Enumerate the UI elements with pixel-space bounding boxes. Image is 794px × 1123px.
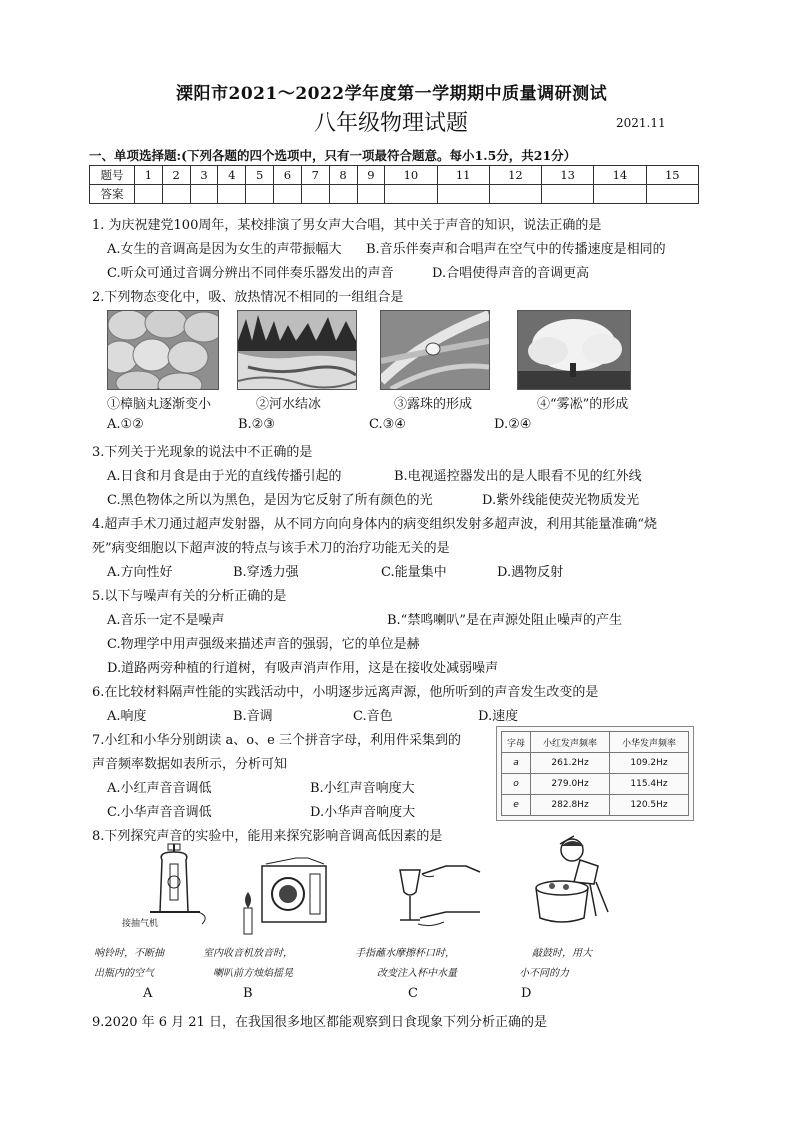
- q6-option-b: B.音调: [233, 709, 273, 724]
- q2-option-d: D.②④: [494, 417, 532, 432]
- question-number-cell: 10: [385, 166, 437, 185]
- answer-cell[interactable]: [190, 185, 218, 204]
- section-heading: 一、单项选择题:(下列各题的四个选项中，只有一项最符合题意。每小1.5分，共21分）: [89, 148, 577, 163]
- q8-caption-a-line2: 出瓶内的空气: [94, 968, 154, 979]
- q3-option-b: B.电视遥控器发出的是人眼看不见的红外线: [394, 469, 642, 484]
- q4-stem-line1: 4.超声手术刀通过超声发射器，从不同方向向身体内的病变组织发射多超声波，利用其能量准确“烧: [92, 517, 658, 532]
- q2-option-b: B.②③: [238, 417, 275, 432]
- exam-date: 2021.11: [616, 116, 666, 130]
- q6-option-c: C.音色: [353, 709, 393, 724]
- question-number-cell: 3: [190, 166, 218, 185]
- answer-cell[interactable]: [646, 185, 698, 204]
- answer-cell[interactable]: [385, 185, 437, 204]
- q1-option-d: D.合唱使得声音的音调更高: [432, 266, 590, 281]
- table-row: [502, 795, 689, 816]
- q7-stem-line1: 7.小红和小华分别朗读 a、o、e 三个拼音字母，利用件采集到的: [92, 733, 461, 748]
- answer-cell[interactable]: [218, 185, 246, 204]
- answer-cell[interactable]: [489, 185, 541, 204]
- table-cell: 279.0Hz: [531, 774, 610, 795]
- q8-caption-d-line2: 小不同的力: [519, 968, 569, 979]
- q2-caption-1: ①樟脑丸逐渐变小: [107, 397, 212, 412]
- table-cell: 109.2Hz: [610, 753, 689, 774]
- answer-cell[interactable]: [301, 185, 329, 204]
- exam-subtitle: 八年级物理试题: [314, 111, 469, 136]
- question-number-cell: 9: [357, 166, 385, 185]
- answer-table-answer-row: [90, 185, 699, 204]
- wine-glass-illustration: [386, 848, 482, 936]
- q8-caption-b-line2: 喇叭前方烛焰摇晃: [213, 968, 293, 979]
- q8-letter-b: B: [243, 986, 253, 1001]
- pump-label: 接抽气机: [122, 919, 159, 929]
- q8-letter-d: D: [521, 986, 532, 1001]
- q1-option-a: A.女生的音调高是因为女生的声带振幅大: [107, 242, 342, 257]
- q3-option-a: A.日食和月食是由于光的直线传播引起的: [107, 469, 342, 484]
- q7-option-c: C.小华声音音调低: [107, 805, 212, 820]
- q8-caption-b-line1: 室内收音机放音时，: [203, 948, 293, 959]
- mothball-photo: [107, 310, 219, 390]
- answer-cell[interactable]: [437, 185, 489, 204]
- q2-caption-3: ③露珠的形成: [394, 397, 473, 412]
- question-number-cell: 8: [329, 166, 357, 185]
- q8-caption-c-line1: 手指蘸水摩擦杯口时，: [355, 948, 455, 959]
- q9-stem: 9.2020 年 6 月 21 日，在我国很多地区都能观察到日食现象下列分析正确的是: [92, 1015, 547, 1030]
- answer-table: [89, 165, 699, 204]
- q7-option-d: D.小华声音响度大: [310, 805, 416, 820]
- exam-title: 溧阳市2021～2022学年度第一学期期中质量调研测试: [176, 84, 608, 104]
- q4-option-c: C.能量集中: [381, 565, 447, 580]
- q3-option-c: C.黑色物体之所以为黑色，是因为它反射了所有颜色的光: [107, 493, 433, 508]
- answer-cell[interactable]: [594, 185, 646, 204]
- question-number-cell: 6: [274, 166, 302, 185]
- table-cell: 120.5Hz: [610, 795, 689, 816]
- question-number-cell: 12: [489, 166, 541, 185]
- question-number-cell: 13: [542, 166, 594, 185]
- q8-letter-a: A: [143, 986, 153, 1001]
- q8-stem: 8.下列探究声音的实验中，能用来探究影响音调高低因素的是: [92, 829, 443, 844]
- column-header: 字母: [502, 732, 531, 753]
- row-label-number: 题号: [90, 166, 135, 185]
- q5-option-b: B.“禁鸣喇叭”是在声源处阻止噪声的产生: [387, 613, 622, 628]
- rime-tree-photo: [517, 310, 631, 390]
- q8-caption-a-line1: 响铃时，不断抽: [94, 948, 164, 959]
- q6-option-a: A.响度: [107, 709, 147, 724]
- q2-option-c: C.③④: [369, 417, 406, 432]
- table-cell: 261.2Hz: [531, 753, 610, 774]
- q2-option-a: A.①②: [107, 417, 144, 432]
- q6-option-d: D.速度: [478, 709, 519, 724]
- answer-cell[interactable]: [329, 185, 357, 204]
- table-row: [502, 753, 689, 774]
- answer-cell[interactable]: [162, 185, 190, 204]
- question-number-cell: 1: [135, 166, 163, 185]
- column-header: 小红发声频率: [531, 732, 610, 753]
- q5-option-a: A.音乐一定不是噪声: [107, 613, 225, 628]
- table-cell: o: [502, 774, 531, 795]
- q5-option-d: D.道路两旁种植的行道树，有吸声消声作用，这是在接收处减弱噪声: [107, 661, 499, 676]
- question-number-cell: 7: [301, 166, 329, 185]
- q8-letter-c: C: [408, 986, 418, 1001]
- q5-stem: 5.以下与噪声有关的分析正确的是: [92, 589, 287, 604]
- q7-option-a: A.小红声音音调低: [107, 781, 212, 796]
- q1-stem: 1. 为庆祝建党100周年，某校排演了男女声大合唱，其中关于声音的知识，说法正确的是: [92, 218, 602, 233]
- frozen-river-photo: [237, 310, 357, 390]
- q5-option-c: C.物理学中用声强级来描述声音的强弱，它的单位是赫: [107, 637, 420, 652]
- q4-option-b: B.穿透力强: [233, 565, 299, 580]
- question-number-cell: 5: [246, 166, 274, 185]
- question-number-cell: 4: [218, 166, 246, 185]
- table-cell: 115.4Hz: [610, 774, 689, 795]
- question-number-cell: 14: [594, 166, 646, 185]
- q3-stem: 3.下列关于光现象的说法中不正确的是: [92, 445, 313, 460]
- q8-caption-c-line2: 改变注入杯中水量: [377, 968, 457, 979]
- question-number-cell: 11: [437, 166, 489, 185]
- question-number-cell: 2: [162, 166, 190, 185]
- q2-caption-2: ②河水结冰: [256, 397, 322, 412]
- table-cell: a: [502, 753, 531, 774]
- answer-cell[interactable]: [246, 185, 274, 204]
- frequency-table: [496, 726, 694, 821]
- q4-stem-line2: 死”病变细胞以下超声波的特点与该手术刀的治疗功能无关的是: [92, 541, 450, 556]
- drum-illustration: [530, 832, 614, 932]
- q4-option-a: A.方向性好: [107, 565, 173, 580]
- radio-candle-illustration: [236, 856, 332, 940]
- column-header: 小华发声频率: [610, 732, 689, 753]
- q7-option-b: B.小红声音响度大: [310, 781, 415, 796]
- answer-cell[interactable]: [357, 185, 385, 204]
- dewdrop-photo: [380, 310, 490, 390]
- question-number-cell: 15: [646, 166, 698, 185]
- q6-stem: 6.在比较材料隔声性能的实践活动中，小明逐步远离声源，他所听到的声音发生改变的是: [92, 685, 599, 700]
- table-cell: 282.8Hz: [531, 795, 610, 816]
- q4-option-d: D.遇物反射: [497, 565, 564, 580]
- table-cell: e: [502, 795, 531, 816]
- row-label-answer: 答案: [90, 185, 135, 204]
- q8-caption-d-line1: 敲鼓时，用大: [532, 948, 592, 959]
- answer-cell[interactable]: [135, 185, 163, 204]
- q2-caption-4: ④“雾凇”的形成: [537, 397, 629, 412]
- q1-option-c: C.听众可通过音调分辨出不同伴奏乐器发出的声音: [107, 266, 394, 281]
- frequency-table-header: [502, 732, 689, 753]
- answer-cell[interactable]: [274, 185, 302, 204]
- answer-cell[interactable]: [542, 185, 594, 204]
- answer-table-number-row: [90, 166, 699, 185]
- q7-stem-line2: 声音频率数据如表所示，分析可知: [92, 757, 288, 772]
- table-row: [502, 774, 689, 795]
- q2-stem: 2.下列物态变化中，吸、放热情况不相同的一组组合是: [92, 290, 404, 305]
- q3-option-d: D.紫外线能使荧光物质发光: [482, 493, 640, 508]
- q1-option-b: B.音乐伴奏声和合唱声在空气中的传播速度是相同的: [366, 242, 666, 257]
